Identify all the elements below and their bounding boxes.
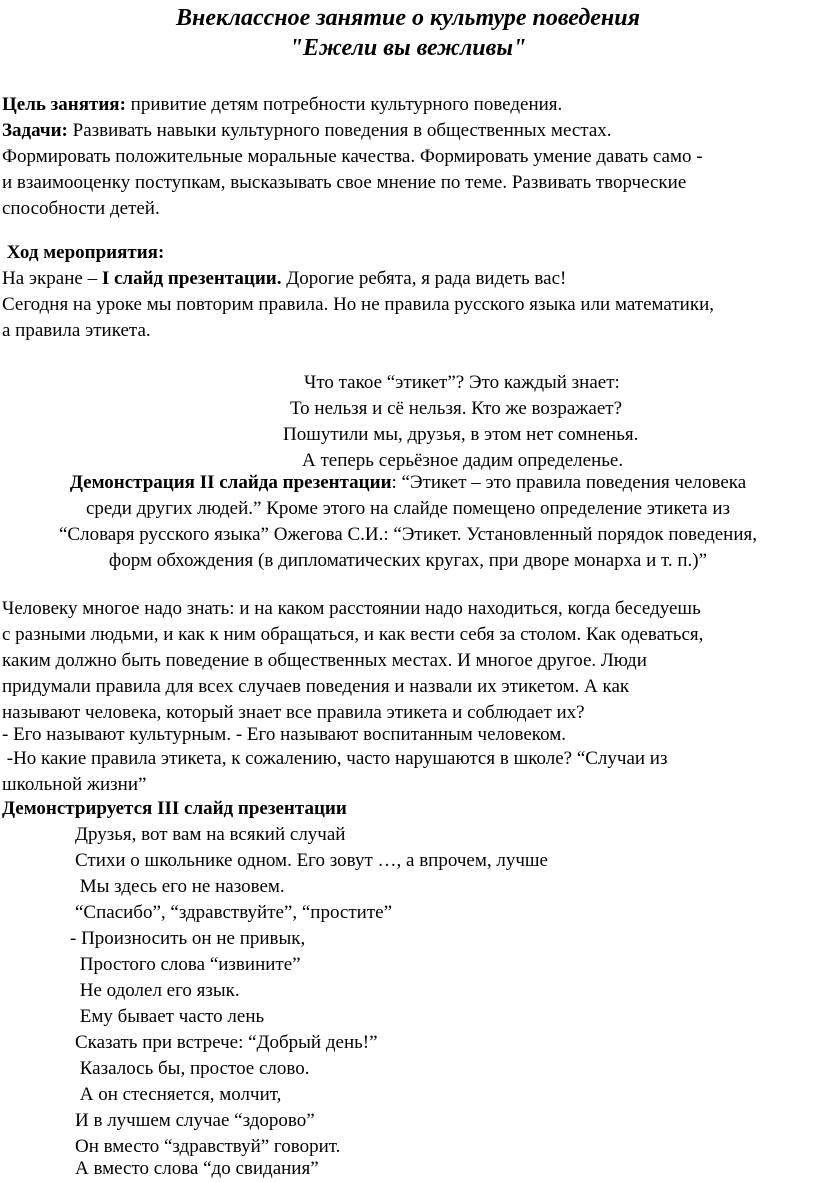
- body-line-5: называют человека, который знает все правила этикета и соблюдает их?: [2, 702, 585, 723]
- demo-2-line-4: форм обхождения (в дипломатических кругах, при дворе монарха и т. п.)”: [108, 550, 708, 571]
- course-line-1: На экране – I слайд презентации. Дорогие ребята, я рада видеть вас!: [2, 268, 567, 289]
- body-line-2: с разными людьми, и как к ним обращаться, и как вести себя за столом. Как одеваться,: [2, 624, 704, 645]
- demo-2-line-2: среди других людей.” Кроме этого на слайде помещено определение этикета из: [85, 498, 731, 519]
- tasks-line-4: способности детей.: [2, 198, 160, 219]
- poem-1-line-3: Пошутили мы, друзья, в этом нет сомненья.: [283, 424, 639, 445]
- poem-2-line-9: Сказать при встрече: “Добрый день!”: [75, 1032, 378, 1053]
- body-line-7: -Но какие правила этикета, к сожалению, часто нарушаются в школе? “Случаи из: [2, 748, 668, 769]
- poem-2-line-2: Стихи о школьнике одном. Его зовут …, а впрочем, лучше: [75, 850, 548, 871]
- document-title-line-2: "Ежели вы вежливы": [289, 35, 527, 61]
- poem-2-line-1: Друзья, вот вам на всякий случай: [75, 824, 346, 845]
- tasks-line-2: Формировать положительные моральные качества. Формировать умение давать само -: [2, 146, 703, 167]
- demo-2-line-1: Демонстрация II слайда презентации: “Этикет – это правила поведения человека: [69, 472, 747, 493]
- tasks-line-1: Задачи: Развивать навыки культурного поведения в общественных местах.: [2, 120, 612, 141]
- poem-2-line-10: Казалось бы, простое слово.: [75, 1058, 310, 1079]
- goal-text: привитие детям потребности культурного поведения.: [125, 94, 563, 115]
- tasks-line-3: и взаимооценку поступкам, высказывать свое мнение по теме. Развивать творческие: [2, 172, 687, 193]
- demo-2-line-3: “Словаря русского языка” Ожегова С.И.: “Этикет. Установленный порядок поведения,: [58, 524, 758, 545]
- poem-1-line-2: То нельзя и сё нельзя. Кто же возражает?: [290, 398, 623, 419]
- document-title-line-1: Внеклассное занятие о культуре поведения: [176, 5, 640, 31]
- demo-3-heading: Демонстрируется III слайд презентации: [2, 798, 347, 819]
- slide-2-label: Демонстрация II слайда презентации: [69, 472, 392, 493]
- tasks-label: Задачи:: [2, 120, 68, 141]
- poem-2-line-12: И в лучшем случае “здорово”: [75, 1110, 315, 1131]
- poem-2-line-3: Мы здесь его не назовем.: [75, 876, 285, 897]
- goal-paragraph: [2, 92, 562, 118]
- body-line-1: Человеку многое надо знать: и на каком расстоянии надо находиться, когда беседуешь: [2, 598, 701, 619]
- course-line-2: Сегодня на уроке мы повторим правила. Но не правила русского языка или математики,: [2, 294, 714, 315]
- body-line-3: каким должно быть поведение в общественных местах. И многое другое. Люди: [2, 650, 647, 671]
- poem-2-line-14: А вместо слова “до свидания”: [75, 1158, 319, 1179]
- poem-2-line-13: Он вместо “здравствуй” говорит.: [75, 1136, 341, 1157]
- poem-1-line-4: А теперь серьёзное дадим определенье.: [302, 450, 624, 471]
- poem-2-line-8: Ему бывает часто лень: [75, 1006, 265, 1027]
- poem-2-line-7: Не одолел его язык.: [75, 980, 240, 1001]
- body-line-4: придумали правила для всех случаев поведения и назвали их этикетом. А как: [2, 676, 630, 697]
- poem-2-line-11: А он стесняется, молчит,: [75, 1084, 282, 1105]
- slide-1-label: I слайд презентации.: [101, 268, 282, 289]
- poem-2-line-4: “Спасибо”, “здравствуйте”, “простите”: [75, 902, 393, 923]
- body-line-6: - Его называют культурным. - Его называют воспитанным человеком.: [2, 724, 566, 745]
- body-line-8: школьной жизни”: [2, 774, 147, 795]
- poem-2-line-6: Простого слова “извините”: [75, 954, 301, 975]
- poem-2-line-5: - Произносить он не привык,: [70, 928, 306, 949]
- poem-1-line-1: Что такое “этикет”? Это каждый знает:: [304, 372, 620, 393]
- course-line-3: а правила этикета.: [2, 320, 151, 341]
- course-heading: Ход мероприятия:: [2, 242, 165, 263]
- goal-label: Цель занятия:: [2, 94, 126, 115]
